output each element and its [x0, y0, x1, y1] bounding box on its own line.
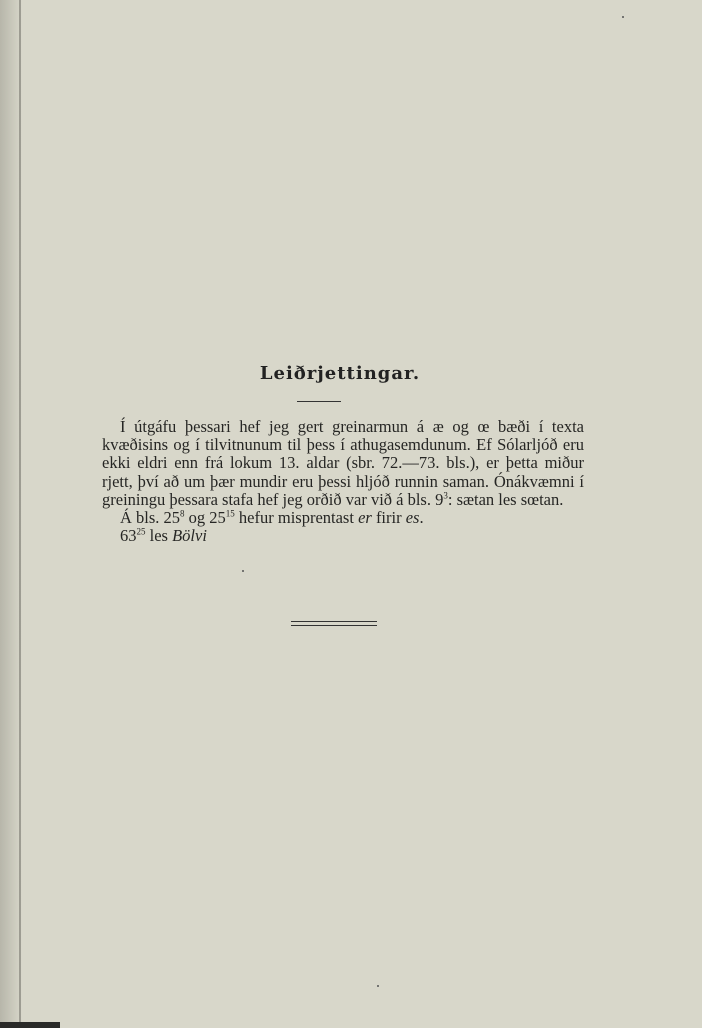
superscript: 15 [225, 508, 235, 519]
correction-line [102, 509, 584, 527]
paper-speck [242, 570, 244, 572]
paper-speck [377, 985, 379, 987]
text-segment: Á bls. 25 [120, 508, 181, 528]
paragraph-text: Í útgáfu þessari hef jeg gert greinarmun á æ og œ bæði í texta kvæðisins og í tilvitnunum til þess í athugasemdunum. Ef Sólarljóð eru ekki eldri enn frá lokum 13. aldar (sbr. 72.—73. bls.), er þetta miður rjett, því að um þær mundir eru þessi hljóð runnin saman. Ónákvæmni í greiningu þessara stafa hef jeg orðið var við á bls. 9 [102, 417, 584, 509]
corrections-text [102, 418, 584, 545]
end-rule-top [291, 621, 377, 622]
binding-edge [19, 0, 21, 1028]
text-segment: hefur misprentast [234, 508, 359, 528]
corrections-paragraph [102, 418, 584, 509]
page-heading: Leiðrjettingar. [259, 363, 421, 384]
heading-rule [297, 401, 341, 402]
paragraph-tail: : sætan les sœtan. [447, 489, 564, 509]
correction-line [102, 527, 584, 545]
paper-speck [622, 16, 624, 18]
text-segment: firir [371, 508, 406, 528]
superscript: 8 [180, 508, 185, 519]
text-segment: les [145, 526, 173, 546]
page-corner-mark [0, 1022, 60, 1028]
superscript: 25 [136, 526, 146, 537]
italic-text: er [358, 508, 372, 528]
text-segment: og 25 [184, 508, 226, 528]
text-segment: . [419, 508, 424, 528]
end-rule-bottom [291, 625, 377, 626]
italic-text: Bölvi [172, 526, 207, 546]
superscript: 3 [443, 490, 448, 501]
text-segment: 63 [120, 526, 137, 546]
italic-text: es [405, 508, 420, 528]
